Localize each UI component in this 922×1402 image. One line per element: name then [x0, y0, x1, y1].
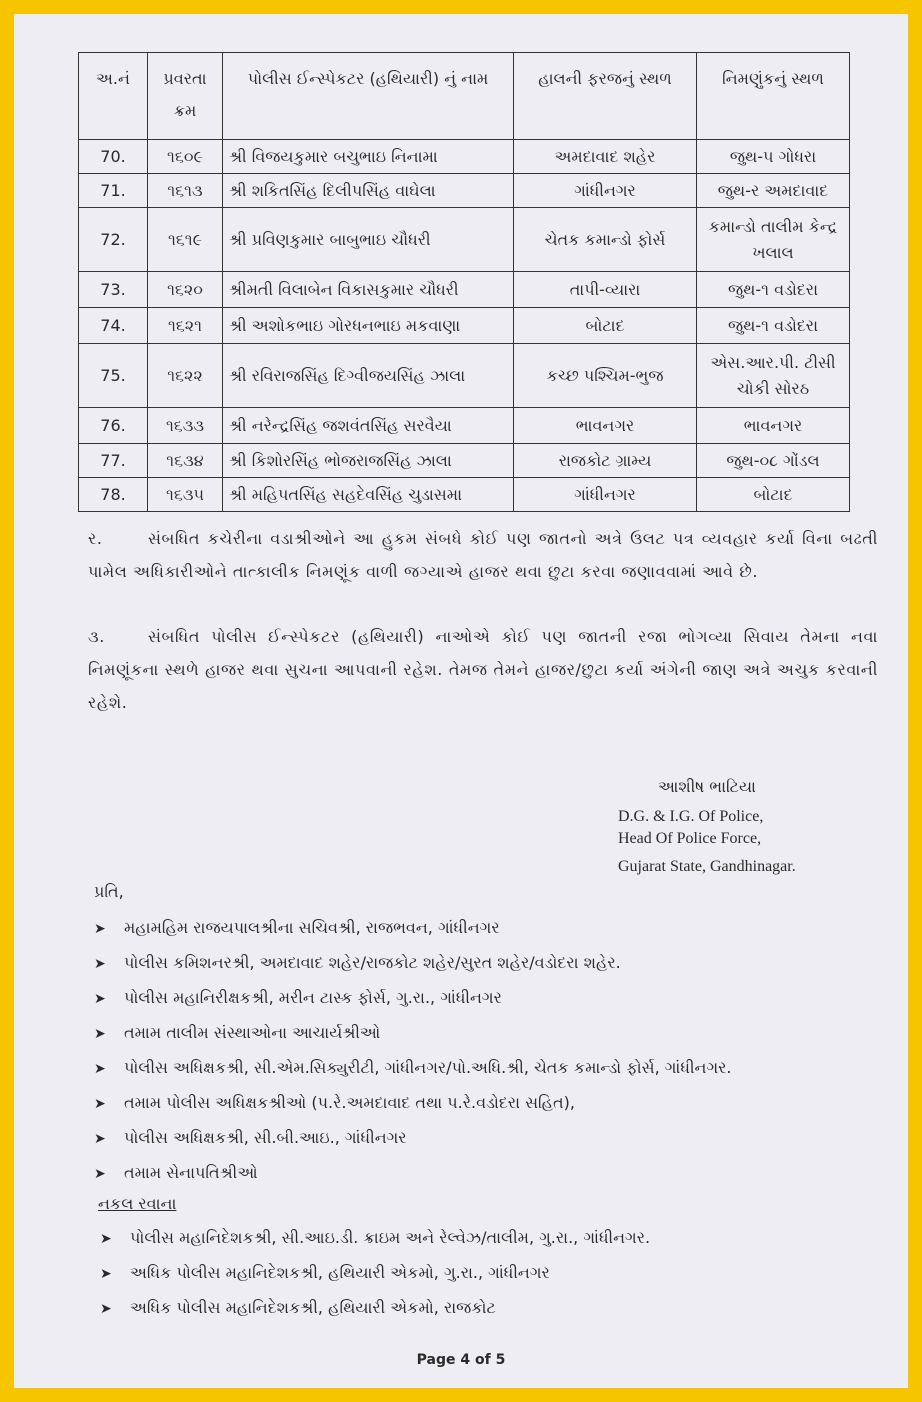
page-number: Page 4 of 5 — [416, 1352, 506, 1368]
cell-seniority: ૧૬૨૨ — [148, 344, 223, 408]
table-row — [79, 208, 850, 272]
cell-current-post: બોટાદ — [514, 308, 697, 344]
signatory-title-3: Gujarat State, Gandhinagar. — [618, 858, 796, 875]
paragraph-3 — [88, 620, 878, 719]
cell-serial: 78. — [79, 478, 148, 512]
arrow-bullet-icon: ➤ — [94, 1026, 106, 1042]
paragraph-text: સંબધિત પોલીસ ઈન્સ્પેકટર (હથિયારી) નાઓએ કોઈ પણ જાતની રજા ભોગવ્યા સિવાય તેમના નવા નિમણૂંકના સ્થળે હાજર થવા સુચના આપવાની રહેશ. તેમજ તેમને હાજર/છુટા કર્યા અંગેની જાણ અત્રે અચુક કરવાની રહેશે. — [88, 627, 878, 712]
list-item: ➤ પોલીસ મહાનિદેશકશ્રી, સી.આઇ.ડી. ક્રાઇમ અને રેલ્વેઝ/તાલીમ, ગુ.રા., ગાંધીનગર. — [100, 1220, 650, 1255]
table-row — [79, 174, 850, 208]
cell-serial: 76. — [79, 408, 148, 444]
cell-current-post: રાજકોટ ગ્રામ્ય — [514, 444, 697, 478]
table-row — [79, 344, 850, 408]
list-item: ➤ તમામ સેનાપતિશ્રીઓ — [94, 1155, 732, 1190]
cell-serial: 70. — [79, 140, 148, 174]
cell-seniority: ૧૬૧૯ — [148, 208, 223, 272]
list-item: ➤ તમામ તાલીમ સંસ્થાઓના આચાર્યશ્રીઓ — [94, 1015, 732, 1050]
table-row — [79, 408, 850, 444]
signatory-title-1: D.G. & I.G. Of Police, — [618, 808, 764, 825]
col-current-post: હાલની ફરજનું સ્થળ — [514, 53, 697, 140]
cell-serial: 73. — [79, 272, 148, 308]
cell-new-post: જુથ-૫ ગોધરા — [697, 140, 850, 174]
cell-current-post: તાપી-વ્યારા — [514, 272, 697, 308]
table-header-row — [79, 53, 850, 140]
arrow-bullet-icon: ➤ — [94, 1061, 106, 1077]
cell-name: શ્રી શકિતસિંહ દિલીપસિંહ વાઘેલા — [223, 174, 514, 208]
paragraph-text: સંબધિત કચેરીના વડાશ્રીઓને આ હુકમ સંબધે કોઈ પણ જાતનો અત્રે ઉલટ પત્ર વ્યવહાર કર્યા વિના બઢતી પામેલ અધિકારીઓને તાત્કાલીક નિમણૂંક વાળી જગ્યાએ હાજર થવા છુટા કરવા જણાવવામાં આવે છે. — [88, 529, 878, 581]
list-item: ➤ પોલીસ મહાનિરીક્ષકશ્રી, મરીન ટાસ્ક ફોર્સ, ગુ.રા., ગાંધીનગર — [94, 980, 732, 1015]
list-item: ➤ પોલીસ અધિક્ષકશ્રી, સી.બી.આઇ., ગાંધીનગર — [94, 1120, 732, 1155]
arrow-bullet-icon: ➤ — [100, 1231, 112, 1247]
cell-current-post: ગાંધીનગર — [514, 174, 697, 208]
cell-seniority: ૧૬૨૧ — [148, 308, 223, 344]
cell-new-post: જુથ-૧ વડોદરા — [697, 272, 850, 308]
table-row — [79, 478, 850, 512]
cell-name: શ્રી મહિપતસિંહ સહદેવસિંહ ચુડાસમા — [223, 478, 514, 512]
cell-new-post: બોટાદ — [697, 478, 850, 512]
arrow-bullet-icon: ➤ — [100, 1301, 112, 1317]
copies-heading: નકલ રવાના — [98, 1194, 177, 1213]
cell-current-post: ગાંધીનગર — [514, 478, 697, 512]
paragraph-2 — [88, 522, 878, 588]
paragraph-number: ર. — [88, 529, 103, 548]
cell-current-post: કચ્છ પશ્ચિમ-ભુજ — [514, 344, 697, 408]
cell-current-post: ભાવનગર — [514, 408, 697, 444]
list-item: ➤ પોલીસ અધિક્ષકશ્રી, સી.એમ.સિક્યુરીટી, ગાંધીનગર/પો.અધિ.શ્રી, ચેતક કમાન્ડો ફોર્સ, ગાંધીનગર. — [94, 1050, 732, 1085]
cell-seniority: ૧૬૩૫ — [148, 478, 223, 512]
signatory-name: આશીષ ભાટિયા — [658, 777, 756, 796]
arrow-bullet-icon: ➤ — [94, 1166, 106, 1182]
cell-name: શ્રી પ્રવિણકુમાર બાબુભાઇ ચૌધરી — [223, 208, 514, 272]
cell-current-post: ચેતક કમાન્ડો ફોર્સ — [514, 208, 697, 272]
cell-name: શ્રી કિશોરસિંહ ભોજરાજસિંહ ઝાલા — [223, 444, 514, 478]
cell-name: શ્રી રવિરાજસિંહ દિગ્વીજયસિંહ ઝાલા — [223, 344, 514, 408]
cell-name: શ્રી નરેન્દ્રસિંહ જશવંતસિંહ સરવૈયા — [223, 408, 514, 444]
cell-new-post: જુથ-૦૮ ગોંડલ — [697, 444, 850, 478]
copies-list — [100, 1220, 650, 1325]
cell-seniority: ૧૬૩૩ — [148, 408, 223, 444]
arrow-bullet-icon: ➤ — [100, 1266, 112, 1282]
cell-seniority: ૧૬૩૪ — [148, 444, 223, 478]
cell-seniority: ૧૬૧૩ — [148, 174, 223, 208]
cell-serial: 77. — [79, 444, 148, 478]
document-page — [14, 14, 908, 1388]
table-row — [79, 140, 850, 174]
list-item: ➤ તમામ પોલીસ અધિક્ષકશ્રીઓ (પ.રે.અમદાવાદ તથા પ.રે.વડોદરા સહિત), — [94, 1085, 732, 1120]
signatory-title-2: Head Of Police Force, — [618, 830, 762, 847]
cell-serial: 75. — [79, 344, 148, 408]
col-seniority: પ્રવરતા ક્રમ — [148, 53, 223, 140]
cell-serial: 71. — [79, 174, 148, 208]
table-row — [79, 444, 850, 478]
cell-seniority: ૧૬૨૦ — [148, 272, 223, 308]
table-row — [79, 272, 850, 308]
cell-new-post: ભાવનગર — [697, 408, 850, 444]
cell-seniority: ૧૬૦૯ — [148, 140, 223, 174]
table-row — [79, 308, 850, 344]
cell-new-post: જુથ-ર અમદાવાદ — [697, 174, 850, 208]
list-item: ➤ અધિક પોલીસ મહાનિદેશકશ્રી, હથિયારી એકમો, ગુ.રા., ગાંધીનગર — [100, 1255, 650, 1290]
arrow-bullet-icon: ➤ — [94, 956, 106, 972]
recipients-list — [94, 910, 732, 1190]
cell-new-post: એસ.આર.પી. ટીસી ચોકી સોરઠ — [697, 344, 850, 408]
transfer-table — [78, 52, 850, 512]
cell-new-post: કમાન્ડો તાલીમ કેન્દ્ર ખલાલ — [697, 208, 850, 272]
list-item: ➤ મહામહિમ રાજયપાલશ્રીના સચિવશ્રી, રાજભવન, ગાંધીનગર — [94, 910, 732, 945]
col-name: પોલીસ ઈન્સ્પેકટર (હથિયારી) નું નામ — [223, 53, 514, 140]
signature-block — [618, 776, 796, 878]
cell-serial: 74. — [79, 308, 148, 344]
cell-current-post: અમદાવાદ શહેર — [514, 140, 697, 174]
paragraph-number: ૩. — [88, 627, 105, 646]
recipients-heading: પ્રતિ, — [94, 882, 124, 901]
col-new-post: નિમણુંકનું સ્થળ — [697, 53, 850, 140]
arrow-bullet-icon: ➤ — [94, 1131, 106, 1147]
arrow-bullet-icon: ➤ — [94, 1096, 106, 1112]
arrow-bullet-icon: ➤ — [94, 991, 106, 1007]
arrow-bullet-icon: ➤ — [94, 921, 106, 937]
col-serial: અ.નં — [79, 53, 148, 140]
cell-name: શ્રી વિજયકુમાર બચુભાઇ નિનામા — [223, 140, 514, 174]
cell-new-post: જુથ-૧ વડોદરા — [697, 308, 850, 344]
cell-name: શ્રીમતી વિલાબેન વિકાસકુમાર ચૌધરી — [223, 272, 514, 308]
list-item: ➤ અધિક પોલીસ મહાનિદેશકશ્રી, હથિયારી એકમો, રાજકોટ — [100, 1290, 650, 1325]
cell-serial: 72. — [79, 208, 148, 272]
cell-name: શ્રી અશોકભાઇ ગોરધનભાઇ મકવાણા — [223, 308, 514, 344]
list-item: ➤ પોલીસ કમિશનરશ્રી, અમદાવાદ શહેર/રાજકોટ શહેર/સુરત શહેર/વડોદરા શહેર. — [94, 945, 732, 980]
